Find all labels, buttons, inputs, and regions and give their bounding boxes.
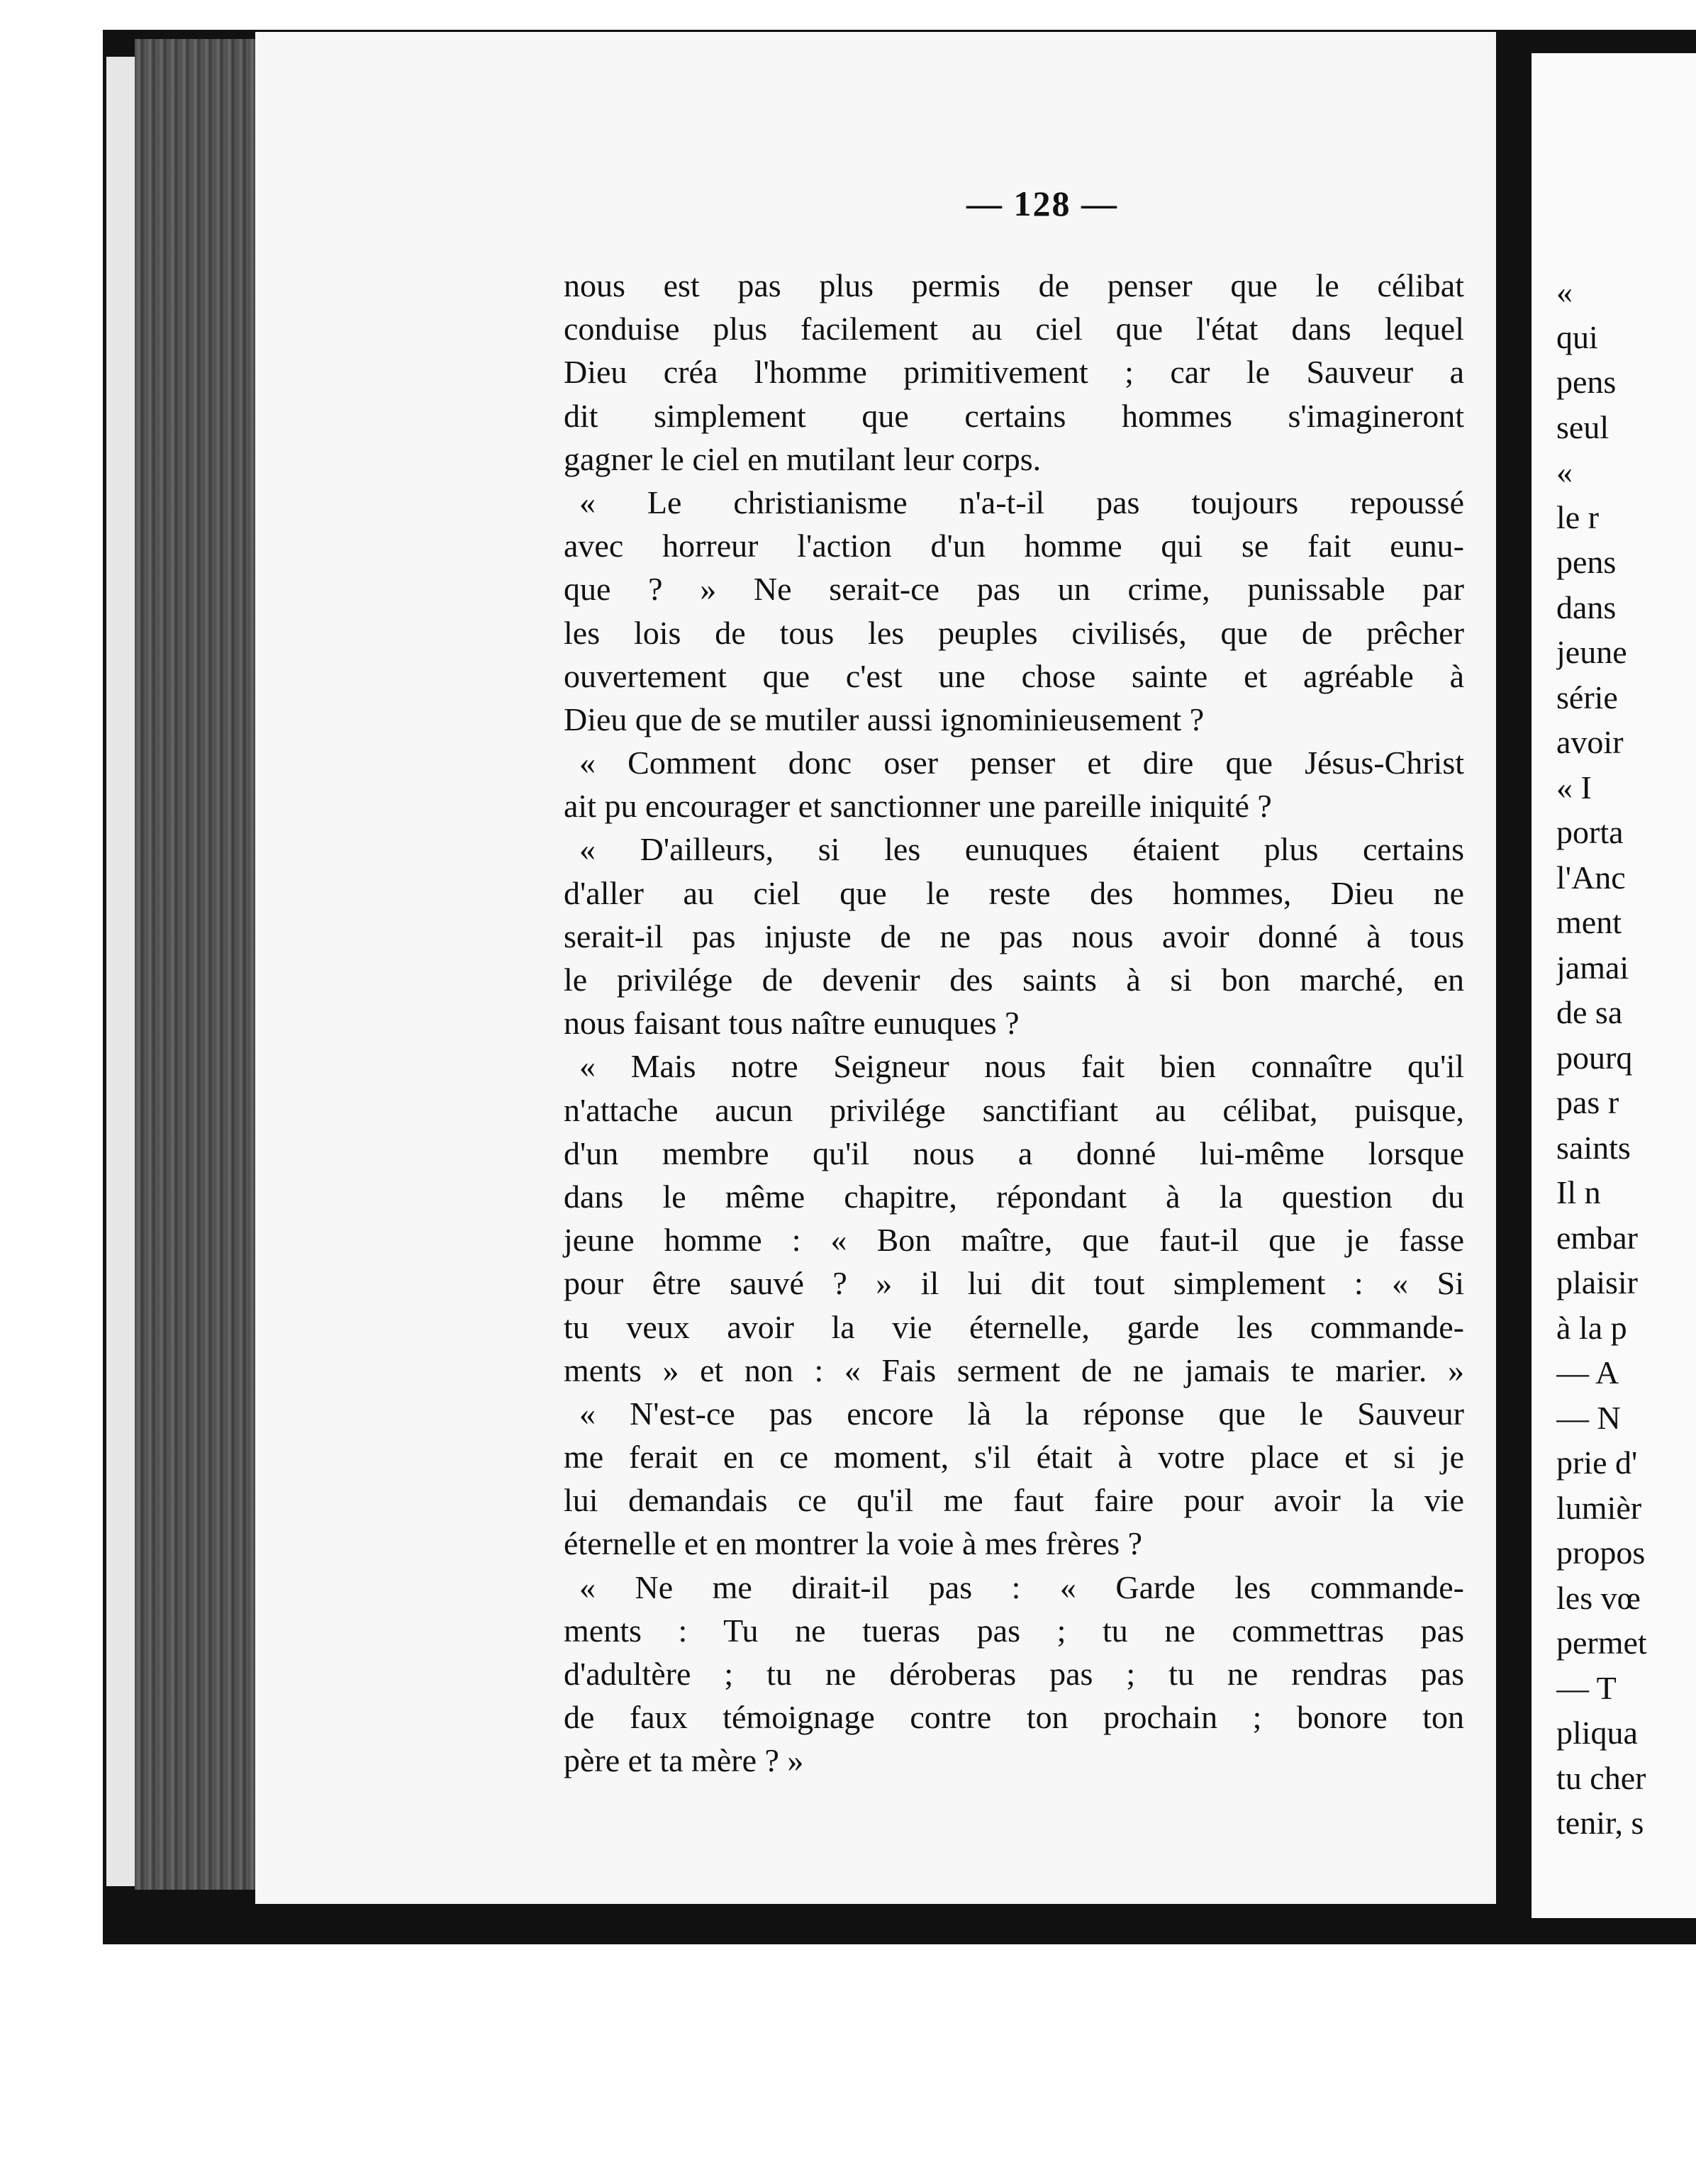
right-text-line: à la p — [1556, 1309, 1627, 1346]
right-text-line: pens — [1556, 364, 1617, 400]
right-text-line: tenir, s — [1556, 1805, 1644, 1841]
text-line: avec horreur l'action d'un homme qui se fait eunu- — [564, 528, 1464, 564]
text-line: « Ne me dirait-il pas : « Garde les commande- — [579, 1569, 1464, 1605]
right-text-line: ment — [1556, 904, 1622, 940]
right-text-line: embar — [1556, 1219, 1638, 1256]
right-text-line: « — [1556, 454, 1573, 490]
text-line: nous faisant tous naître eunuques ? — [564, 1005, 1020, 1042]
right-text-line: seul — [1556, 408, 1609, 445]
right-text-line: jamai — [1556, 949, 1629, 986]
text-line: le privilége de devenir des saints à si bon marché, en — [564, 962, 1464, 998]
right-text-line: avoir — [1556, 724, 1624, 760]
right-text-line: — N — [1556, 1399, 1621, 1436]
text-line: « Mais notre Seigneur nous fait bien connaître qu'il — [579, 1048, 1464, 1085]
text-line: nous est pas plus permis de penser que le célibat — [564, 267, 1464, 303]
right-text-line: pliqua — [1556, 1715, 1638, 1751]
right-text-line: les vœ — [1556, 1579, 1641, 1616]
right-text-line: pas r — [1556, 1084, 1619, 1120]
right-text-line: Il n — [1556, 1174, 1601, 1210]
text-line: serait-il pas injuste de ne pas nous avoir donné à tous — [564, 918, 1464, 954]
text-line: d'adultère ; tu ne déroberas pas ; tu ne rendras pas — [564, 1656, 1464, 1692]
right-text-line: « — [1556, 274, 1573, 310]
text-line: ments » et non : « Fais serment de ne jamais te marier. » — [564, 1352, 1464, 1388]
text-line: de faux témoignage contre ton prochain ; bonore ton — [564, 1699, 1464, 1736]
text-line: Dieu créa l'homme primitivement ; car le Sauveur a — [564, 354, 1464, 391]
text-line: d'un membre qu'il nous a donné lui-même lorsque — [564, 1135, 1464, 1171]
right-text-line: « I — [1556, 769, 1592, 806]
text-line: ments : Tu ne tueras pas ; tu ne commettras pas — [564, 1612, 1464, 1649]
page-number: — 128 — — [966, 184, 1118, 223]
right-text-line: pourq — [1556, 1039, 1633, 1076]
text-line: les lois de tous les peuples civilisés, que de prêcher — [564, 614, 1464, 651]
right-text-line: jeune — [1556, 634, 1627, 670]
text-line: ouvertement que c'est une chose sainte et agréable à — [564, 657, 1464, 694]
text-line: Dieu que de se mutiler aussi ignominieusement ? — [564, 701, 1205, 737]
text-line: « D'ailleurs, si les eunuques étaient plus certains — [579, 831, 1464, 868]
text-line: « Comment donc oser penser et dire que Jésus-Christ — [579, 745, 1464, 781]
right-text-line: qui — [1556, 318, 1598, 355]
right-text-line: prie d' — [1556, 1444, 1638, 1481]
text-line: dit simplement que certains hommes s'imagineront — [564, 397, 1464, 434]
text-line: d'aller au ciel que le reste des hommes, Dieu ne — [564, 874, 1464, 911]
right-text-line: — T — [1556, 1669, 1617, 1706]
main-text-block — [564, 264, 1464, 1783]
text-line: conduise plus facilement au ciel que l'état dans lequel — [564, 311, 1464, 347]
text-line: gagner le ciel en mutilant leur corps. — [564, 440, 1042, 477]
right-text-line: tu cher — [1556, 1759, 1646, 1796]
text-line: « Le christianisme n'a-t-il pas toujours repoussé — [579, 484, 1464, 520]
text-line: me ferait en ce moment, s'il était à votre place et si je — [564, 1439, 1464, 1476]
right-text-line: l'Anc — [1556, 859, 1626, 896]
right-page-text-fragment — [1556, 269, 1696, 1846]
text-line: jeune homme : « Bon maître, que faut-il que je fasse — [564, 1222, 1464, 1259]
right-text-line: permet — [1556, 1625, 1647, 1661]
right-text-line: — A — [1556, 1354, 1619, 1391]
text-line: ait pu encourager et sanctionner une pareille iniquité ? — [564, 788, 1272, 825]
right-text-line: propos — [1556, 1534, 1646, 1571]
right-text-line: dans — [1556, 589, 1617, 625]
right-text-line: porta — [1556, 814, 1624, 850]
text-line: pour être sauvé ? » il lui dit tout simplement : « Si — [564, 1265, 1464, 1302]
right-text-line: lumièr — [1556, 1489, 1642, 1526]
text-line: tu veux avoir la vie éternelle, garde les commande- — [564, 1308, 1464, 1345]
text-line: père et ta mère ? » — [564, 1742, 804, 1779]
right-text-line: plaisir — [1556, 1264, 1638, 1300]
right-text-line: série — [1556, 679, 1618, 715]
right-text-line: saints — [1556, 1129, 1631, 1166]
text-line: que ? » Ne serait-ce pas un crime, punissable par — [564, 571, 1464, 608]
right-text-line: de sa — [1556, 994, 1623, 1030]
text-line: lui demandais ce qu'il me faut faire pour avoir la vie — [564, 1482, 1464, 1519]
text-line: dans le même chapitre, répondant à la question du — [564, 1178, 1464, 1215]
text-line: n'attache aucun privilége sanctifiant au célibat, puisque, — [564, 1091, 1464, 1128]
text-line: éternelle et en montrer la voie à mes frères ? — [564, 1525, 1143, 1562]
text-line: « N'est-ce pas encore là la réponse que le Sauveur — [579, 1395, 1464, 1432]
right-text-line: pens — [1556, 544, 1617, 580]
right-text-line: le r — [1556, 498, 1600, 535]
